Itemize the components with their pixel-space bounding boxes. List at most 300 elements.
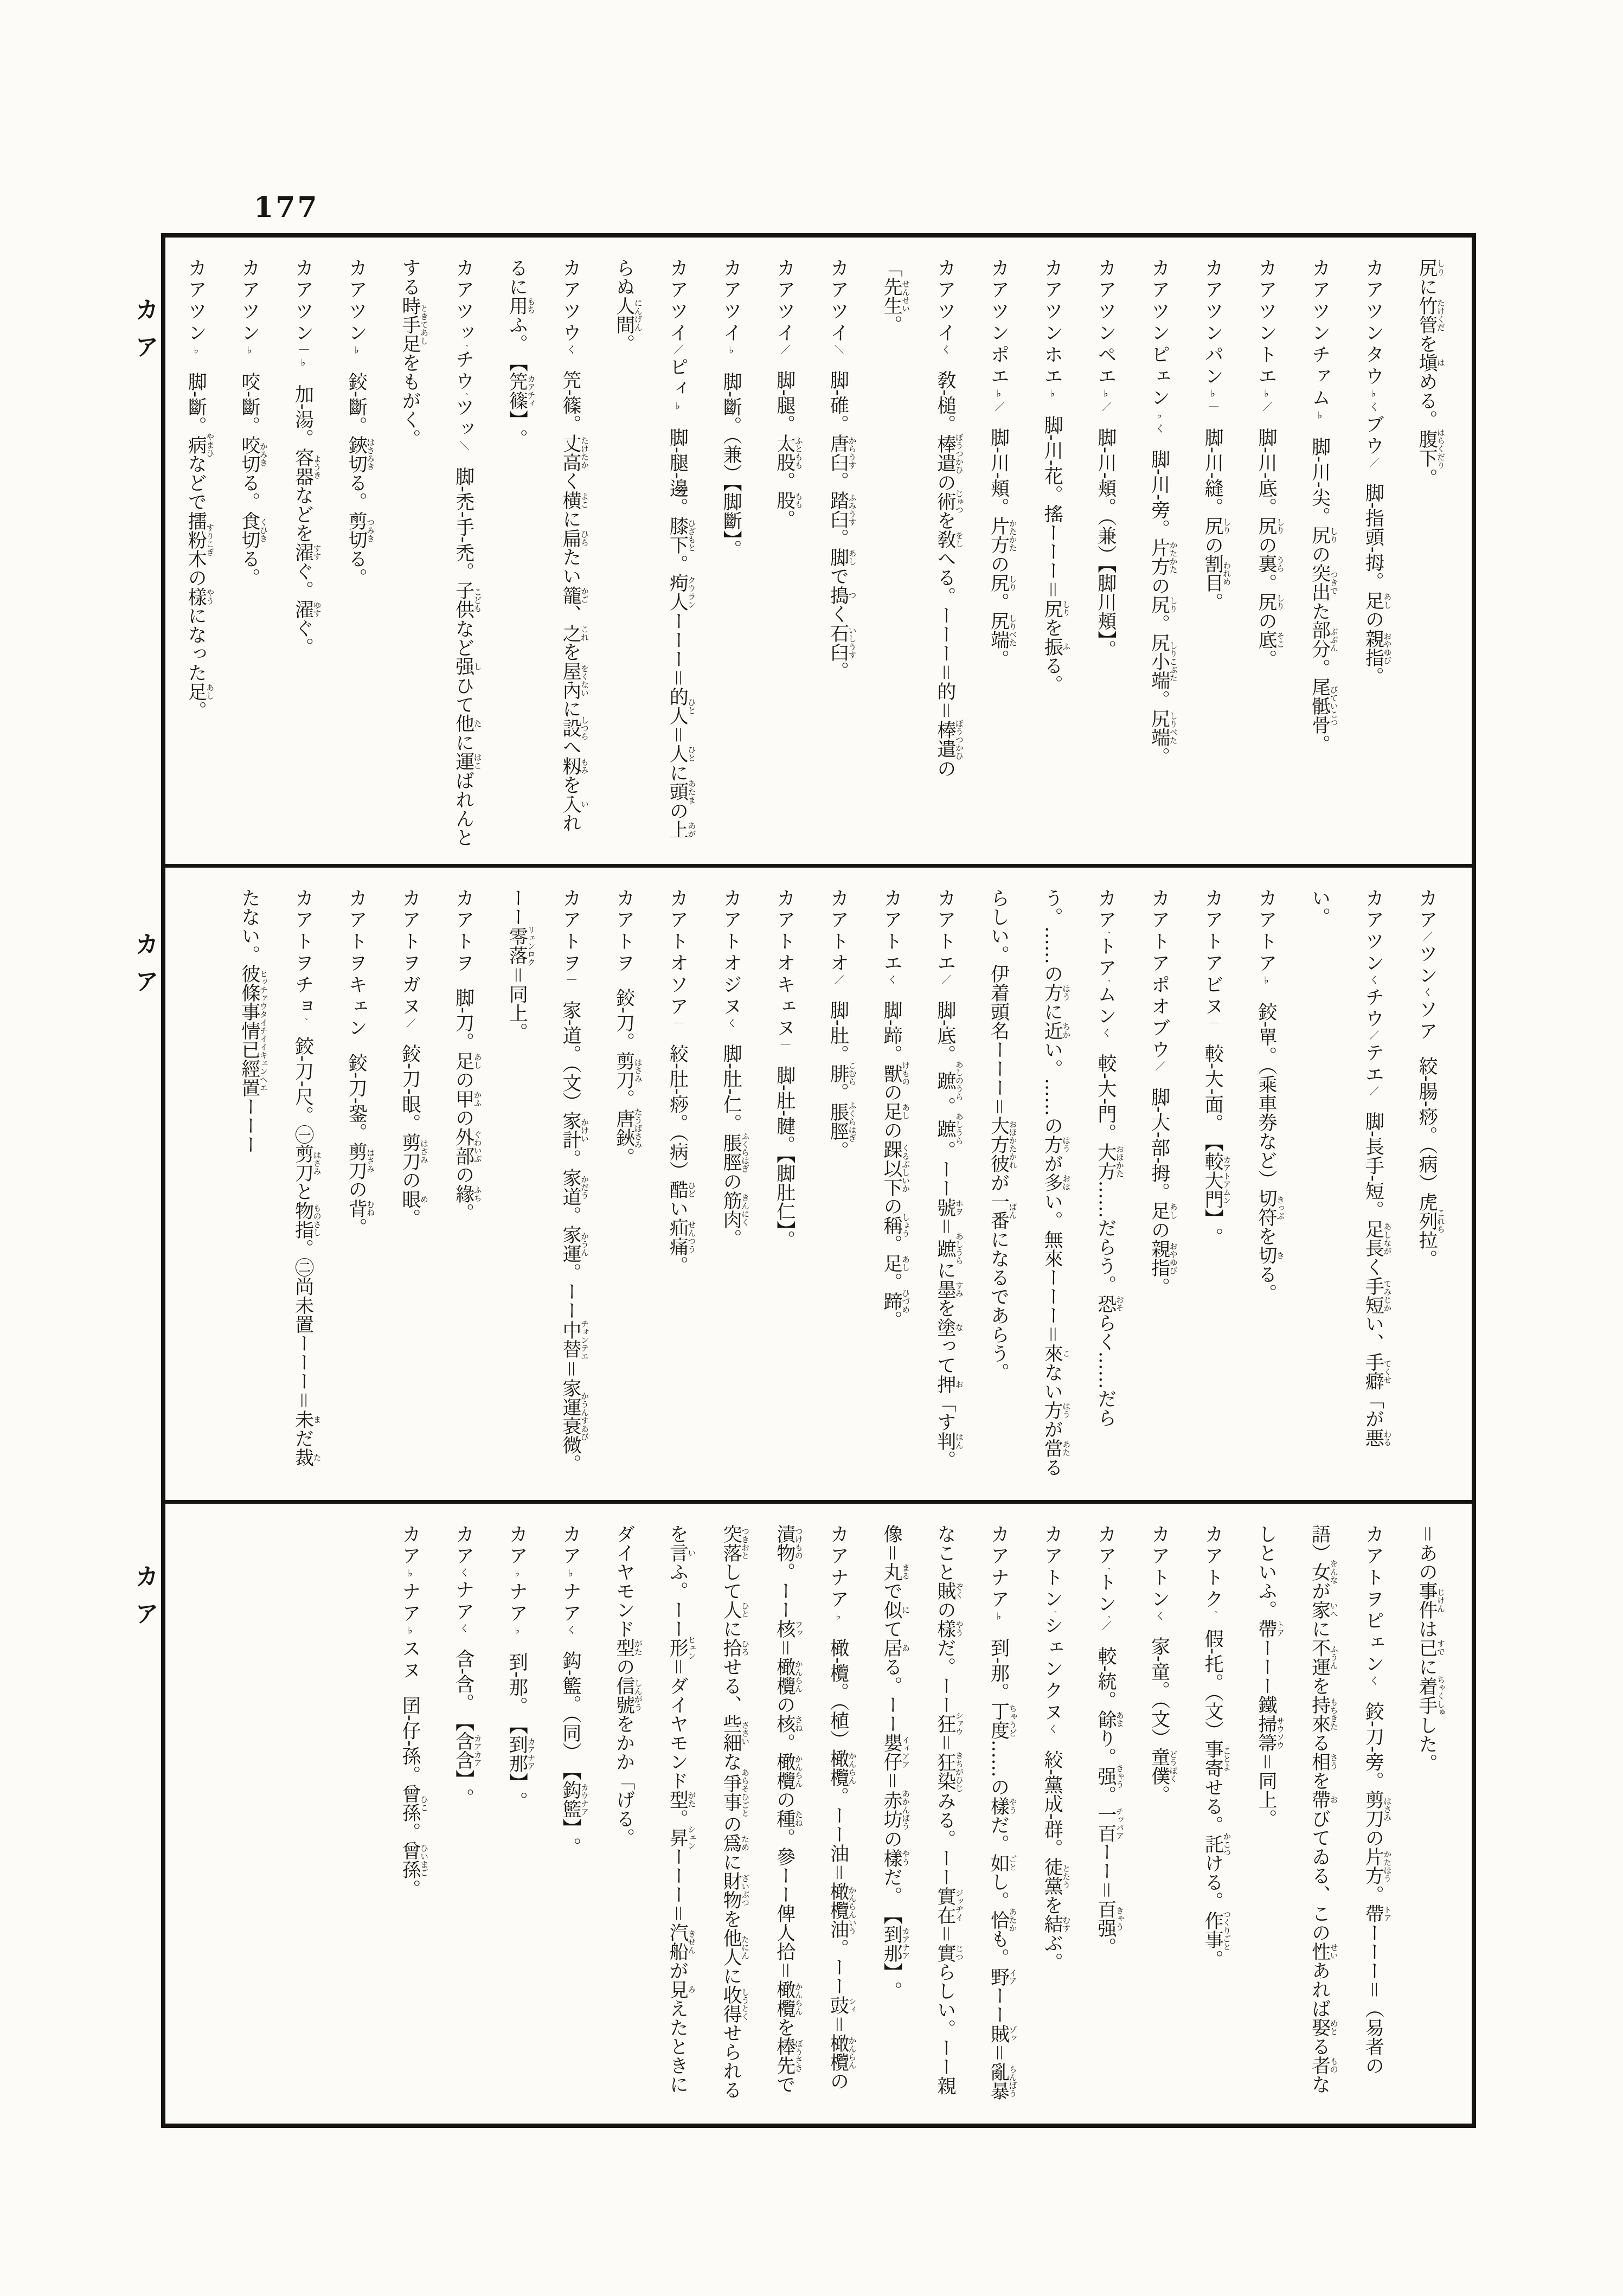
furigana-annotated-text: 型がた [613,1638,643,1657]
tone-mark: ♭ [1260,974,1272,989]
furigana-annotated-text: 野イア [987,1967,1018,1986]
tone-mark: ♭ [190,344,202,359]
tone-mark: く [1100,1028,1112,1041]
tone-mark: ／ [1368,458,1380,470]
tone-mark: ／ [1153,1061,1165,1074]
furigana-annotated-text: 帶トア [1255,1619,1285,1638]
furigana-annotated-text: 腹下はらくだり [1416,428,1446,469]
entry-definition: 脚-肚-腱。【脚肚仁】。 [773,1065,796,1249]
entry-headword-kana: カア♭ナアく [560,1524,581,1638]
entry-headword-kana: カアツンペエ♭／ [1094,258,1117,415]
furigana-annotated-text: 屋內をくない [560,661,589,700]
furigana-annotated-text: 尻しり [987,573,1018,593]
entry-definition: 脚-肚。腓こむら。脹脛ふくらはぎ。 [827,1001,857,1160]
furigana-annotated-text: 尻しり [1416,258,1446,277]
tone-mark: ′ [458,393,470,398]
tone-mark: ♭ [726,344,737,359]
tone-mark: ♭ [404,1567,416,1582]
furigana-annotated-text: 蹄ひづめ [881,1288,911,1313]
dictionary-entry [1025,1524,1079,2107]
entry-definition: 尻しりに竹管たけくだを塡はめる。腹下はらくだり。 [1416,258,1446,488]
furigana-annotated-text: 相さう [1308,1752,1339,1771]
entry-definition: 鉸-刀-旁。剪刀はさみの片方かたほう。帶トアーーー＝（易者の語）女をんなが家いへに不運ふうんを持來もちきたる相さうを帶おびてゐる、この性せいあれば娶めとる者ものなしといふ。帶トアーーー鐵掃箒サウソウ＝同上。 [1255,1524,1393,2094]
furigana-annotated-text: 甲かふ [452,1089,483,1108]
furigana-annotated-text: 踏臼ふみうす [827,490,857,529]
dictionary-entry [543,1524,597,2107]
furigana-annotated-text: 片方かたほう [1362,1847,1393,1885]
tone-mark: ′ [297,1018,309,1023]
furigana-annotated-text: 童僕どうぼく [1148,1747,1178,1786]
dictionary-entry [864,1524,1025,2107]
dictionary-entry [1400,258,1453,848]
tone-mark: ／ [1100,402,1112,415]
furigana-annotated-text: 横よこ [560,490,589,510]
tone-mark: ♭ [1100,388,1112,402]
furigana-annotated-text: 時手足ときてあし [399,296,429,353]
tone-mark: ｜ [565,974,576,987]
tone-mark: ／ [779,344,791,357]
furigana-annotated-text: 收得しうとく [720,1985,750,2023]
furigana-annotated-text: 實在ジッヂイ [934,1886,964,1925]
tone-mark: ♭ [672,400,684,415]
furigana-annotated-text: 足あし [881,1101,911,1121]
dictionary-entry [490,258,597,848]
entry-definition: 脚-川-底。尻しりの裏うら。尻しりの底そこ。 [1255,427,1285,669]
furigana-annotated-text: 形ヒェン [666,1636,697,1660]
entry-headword-kana: カアツウく [560,258,581,357]
entry-definition: 鉸-刀-尺。㊀剪刀はさみと物指ものさし。㊁尚未置ーーー＝未まだ裁たたない。彼條事情已經置ヒッチァウタイチイイキェンヘエーーー [238,888,322,1467]
entry-headword-kana: カアツイ／ [773,258,796,357]
entry-headword-kana: カアトヲチョ′ [292,888,314,1023]
entry-definition: 假-托。（文）事寄ことよせる。託かこつける。作事つくりごと。 [1202,1629,1232,1969]
tone-mark: ／ [939,974,951,987]
tone-mark: ♭ [1314,409,1326,424]
dictionary-entry [276,258,330,848]
tone-mark: ＼ [458,441,470,454]
entry-definition: 鉸-斷。鋏切はさみきる。剪切つみきる。 [345,372,376,587]
furigana-annotated-text: 號ホヲ [934,1197,964,1217]
furigana-annotated-text: 【笐篠】カアチィ [506,353,536,429]
furigana-annotated-text: 棒遣ぼうつかひ [934,433,964,474]
furigana-annotated-text: 裁た [292,1447,322,1467]
furigana-annotated-text: 漬物つけもの [773,1524,804,1562]
furigana-annotated-text: 橄欖かんらん [827,2034,857,2072]
tone-mark: ′ [1100,1615,1112,1621]
entry-definition: 脚-川-頬。（兼）【脚川頬】。 [1094,427,1117,659]
furigana-annotated-text: 他た [452,714,483,733]
entry-headword-kana: カアトオジヌく [720,888,742,1031]
furigana-annotated-text: 尾骶骨びていこつ [1308,677,1339,735]
tone-mark: く [565,344,576,357]
tone-mark: ′ [1100,931,1112,937]
furigana-annotated-text: 片方かたかた [987,516,1018,555]
furigana-annotated-text: 橄欖油かんらんいう [827,1882,857,1939]
furigana-annotated-text: 太股ふともも [773,433,804,472]
furigana-annotated-text: 剪切つみき [345,511,376,549]
furigana-annotated-text: 眼め [399,1189,429,1209]
furigana-annotated-text: 竹管たけくだ [1416,296,1446,334]
dictionary-entry [651,888,704,1484]
furigana-annotated-text: 豉シィ [827,1996,857,2015]
furigana-annotated-text: 親指おやゆび [1148,1239,1178,1278]
entry-definition: 脚-長手-短。足長あしながく手短てみじかい、手癖てくせ「が悪わるい。 [1308,888,1393,1448]
furigana-annotated-text: 型がた [666,1790,697,1810]
entry-headword-kana: カアナア♭ [827,1524,849,1625]
dictionary-entry [597,1524,864,2107]
dictionary-entry [1132,258,1186,848]
page-number: 177 [254,191,319,224]
furigana-annotated-text: 足あし [452,1051,483,1070]
furigana-annotated-text: 尻端しりべた [1148,709,1178,747]
furigana-annotated-text: 搗つ [827,585,857,605]
furigana-annotated-text: 的人ひと [666,687,697,726]
furigana-annotated-text: 足あし [881,1253,911,1273]
furigana-annotated-text: 家運かうん [560,1225,589,1264]
furigana-annotated-text: 剪刀はさみ [292,1144,322,1182]
margin-guide-word-band-1: カア [131,297,158,371]
furigana-annotated-text: 家計かけい [560,1111,589,1150]
entry-headword-kana: カアトヲピェンく [1362,1524,1384,1689]
furigana-annotated-text: 片方かたかた [1148,538,1178,576]
tone-mark: ＼ [832,344,844,357]
furigana-annotated-text: 親指おやゆび [1362,629,1393,668]
furigana-annotated-text: 如ごと [987,1853,1018,1872]
tone-mark: ♭ [297,357,309,371]
furigana-annotated-text: 【到那】カアナア [881,1905,911,1981]
furigana-annotated-text: 敎をし [934,530,964,549]
entry-definition: 鈎-籃。（同）【鈎籃】カウナア。 [560,1650,589,1857]
furigana-annotated-text: 狂染きちがひじ [934,1751,964,1792]
entry-headword-kana: カアツイく [934,258,956,357]
furigana-annotated-text: 獸けもの [881,1061,911,1086]
dictionary-entry [1025,258,1079,848]
furigana-annotated-text: 徒黨とたう [1041,1857,1072,1896]
entry-headword-kana: カア′トア′ムンく [1094,888,1117,1041]
tone-mark: ♭ [1153,409,1165,424]
furigana-annotated-text: 之これ [560,623,589,643]
furigana-annotated-text: 物指ものさし [292,1201,322,1239]
tone-mark: ′ [1100,979,1112,985]
furigana-annotated-text: 手短てみじか [1362,1277,1393,1315]
tone-mark: ｜ [1207,1018,1219,1031]
entry-definition: 較-大-面。【較大門】カアトアムン。 [1202,1043,1232,1247]
tone-mark: ｜ [672,1018,684,1031]
furigana-annotated-text: 上あが [666,820,697,839]
entry-definition: 家-道。（文）家計かけい。家道かだう。家運かうん。ーー中替チォンテエ＝家運衰微かうんすゐび。ーー零落リェンロク＝同上。 [506,888,589,1473]
tone-mark: く [1153,1611,1165,1624]
furigana-annotated-text: 昇シェン [666,1825,697,1850]
tone-mark: ′ [1207,1611,1219,1616]
entry-headword-kana: カアトヲガヌ／ [399,888,421,1031]
dictionary-entry [383,888,437,1484]
entry-definition: 絞-肚-痧。（病）酷ひどい疝痛せんつう。 [666,1043,697,1275]
tone-mark: ♭ [1047,388,1059,402]
tone-mark: ♭ [993,1611,1005,1625]
furigana-annotated-text: 設しつら [560,715,589,740]
entry-headword-kana: カア♭ナア♭スヌ [399,1524,421,1683]
furigana-annotated-text: 大方おほかた [1094,1142,1125,1181]
entry-headword-kana: カアトエ／ [934,888,956,987]
tone-mark: ′ [1100,1567,1112,1573]
dictionary-entry [1186,258,1240,848]
furigana-annotated-text: 突落つきおと [720,1524,750,1562]
furigana-annotated-text: 持來もちきた [1308,1695,1339,1733]
furigana-annotated-text: 事寄ことよ [1202,1740,1232,1778]
furigana-annotated-text: 塗な [934,1317,964,1337]
furigana-annotated-text: 橄欖かんらん [773,1980,804,2018]
furigana-annotated-text: 墨すみ [934,1279,964,1299]
furigana-annotated-text: 唐鋏たうばさみ [613,1107,643,1149]
furigana-annotated-text: 蹠あしのうら [934,1060,964,1101]
tone-mark: く [1421,987,1433,1000]
furigana-annotated-text: 剪刀はさみ [399,1132,429,1171]
entry-definition: 到-那。丁度ちゃうど……の樣やうだ。如ごとし。恰あたかも。野イアーー賊ゾッ＝亂暴らんばうなこと賊ぞくの樣やうだ。ーー狂シァウ＝狂染きちがひじみる。ーー實在ジッヂイ＝實じつらしい。ーー親像＝丸まるで似にて居ゐる。ーー嬰仔イィアア＝赤坊あかんばうの樣やうだ。【到那】カアナア。 [881,1524,1018,2100]
furigana-annotated-text: 蹠あしうら [934,1232,964,1265]
entry-definition: 較-統。餘あまり。强きゃう。一百チッパアーー＝百强きゃう。 [1094,1646,1125,1957]
furigana-annotated-text: 棒先ぼうさき [773,2037,804,2075]
dictionary-entry [704,888,758,1484]
furigana-annotated-text: 塡は [1416,353,1446,372]
furigana-annotated-text: 恰あたか [987,1907,1018,1932]
furigana-annotated-text: 近ちか [1041,1021,1072,1040]
furigana-annotated-text: 稱しょう [881,1213,911,1237]
furigana-annotated-text: 咬切かみき [238,435,268,473]
dictionary-entry [490,888,597,1484]
furigana-annotated-text: 濯ゆす [292,599,322,619]
entry-definition: 鉸-單。（乘車券など）切符きっぷを切きる。 [1255,1002,1285,1303]
entry-definition: ＝あの事件じけんは已すでに着手ちゃくしゅした。 [1416,1524,1446,1773]
furigana-annotated-text: 亂暴らんばう [987,2062,1018,2100]
furigana-annotated-text: 家道かだう [560,1168,589,1207]
furigana-annotated-text: 帶トア [1362,1904,1393,1923]
entry-definition: 脚-川-旁。片方かたかたの尻しり。尻小端しりこぶた。尻端しりべた。 [1148,449,1178,766]
furigana-annotated-text: 棒遣ぼうつかひ [934,719,964,760]
entry-headword-kana: カア／ツンくソア [1416,888,1438,1043]
furigana-annotated-text: 種たね [773,1809,804,1829]
furigana-annotated-text: 病やまひ [185,432,215,457]
furigana-annotated-text: 樣やう [987,1796,1018,1816]
furigana-annotated-text: 剪刀はさみ [613,1051,643,1089]
furigana-annotated-text: 足長あしなが [1362,1220,1393,1258]
dictionary-entry [330,258,383,848]
furigana-annotated-text: 爭事あらそひごと [720,1768,750,1817]
entry-definition: 脚-川-頬。片方かたかたの尻しり。尻端しりべた。 [987,427,1018,669]
furigana-annotated-text: 言い [666,1543,697,1562]
furigana-annotated-text: 鋏切はさみき [345,435,376,473]
dictionary-entry [1400,1524,1453,2107]
furigana-annotated-text: 爲ため [720,1833,750,1852]
furigana-annotated-text: 橄欖かんらん [827,1749,857,1787]
entry-definition: 脚-斷。（兼）【脚斷】。 [720,372,742,559]
furigana-annotated-text: 居ゐ [881,1638,911,1658]
entry-definition: 脚-肚-仁。脹脛ふくらはぎの筋肉きんにく。 [720,1043,750,1248]
furigana-annotated-text: 外部ぐわいぶ [452,1127,483,1165]
tone-mark: ′ [1047,1611,1059,1616]
furigana-annotated-text: 籾もみ [560,756,589,775]
furigana-annotated-text: 託かこつ [1202,1832,1232,1857]
furigana-annotated-text: 作事つくりごと [1202,1910,1232,1951]
furigana-annotated-text: 尻しり [1202,516,1232,536]
furigana-annotated-text: 核さね [773,1714,804,1734]
entry-definition: 囝-仔-孫。曾孫ひこ。曾孫ひいまご。 [399,1695,429,1899]
dictionary-entry [383,258,490,848]
furigana-annotated-text: 信號しんがう [613,1676,643,1714]
furigana-annotated-text: 術じゅつ [934,489,964,514]
furigana-annotated-text: 賊ぞく [934,1581,964,1600]
tone-mark: く [1368,1676,1380,1689]
dictionary-entry [1132,888,1186,1484]
dictionary-entry [1079,258,1132,848]
entry-definition: 笐-篠。丈高たけたかく横よこに扁ひらたい籠かご、之これを屋內をくないに設しつらへ籾もみを入いれるに用もちふ。【笐篠】カアチィ。 [506,258,589,832]
margin-guide-word-band-3: カア [131,1564,158,1638]
furigana-annotated-text: 足あし [1362,591,1393,611]
dictionary-entry [1132,1524,1186,2107]
furigana-annotated-text: 【鈎籃】カウナア [560,1761,589,1838]
furigana-annotated-text: 振ふ [1041,637,1072,656]
entry-headword-kana: カアトオキェヌ｜ [773,888,796,1053]
entry-headword-kana: カアトヲキェン [345,888,368,1040]
furigana-annotated-text: 【到那】カアナア [506,1715,536,1792]
furigana-annotated-text: 疝痛せんつう [666,1218,697,1256]
furigana-annotated-text: 子供こども [452,581,483,619]
entry-definition: 脚-蹄。獸けものの足あしの踝以下くるぶしいかの稱しょう。足あし。蹄ひづめ。 [881,1001,911,1330]
entry-headword-kana: カアツイ／ピィ♭ [666,258,689,415]
tone-mark: ♭ [565,1567,576,1582]
entry-definition: 脚-腿-邊。膝下ひざもと。痀人クウランーーー＝的人ひと＝人ひとに頭あたまの上あがらぬ人間にんげん。 [613,258,697,839]
entry-definition: 脚-川-縫。尻しりの割目われめ。 [1202,427,1232,612]
content-frame [161,233,1476,2128]
tone-mark: ｜ [779,1040,791,1053]
furigana-annotated-text: 割目われめ [1202,554,1232,593]
furigana-annotated-text: 曾孫ひいまご [399,1841,429,1880]
furigana-annotated-text: 强し [452,657,483,676]
entry-definition: 脚-碓。唐臼からうす。踏臼ふみうす。脚あしで搗つく石臼いしうす。 [827,370,857,681]
furigana-annotated-text: 方はう [1041,983,1072,1002]
dictionary-entry [1186,1524,1240,2107]
dictionary-entry [864,888,918,1484]
furigana-annotated-text: 强きゃう [1094,1763,1125,1788]
furigana-annotated-text: 方はう [1041,1401,1072,1420]
entry-headword-kana: カアトエく [881,888,903,987]
dictionary-entry [811,888,865,1484]
tone-mark: く [886,974,898,987]
tone-mark: ／ [1368,1086,1380,1099]
furigana-annotated-text: 尻しり [1255,516,1285,536]
furigana-annotated-text: 底そこ [1255,630,1285,650]
furigana-annotated-text: 核フッ [773,1619,804,1638]
furigana-annotated-text: 膝下ひざもと [666,516,697,555]
entry-definition: 脚-禿-手-禿。子供こどもなど强しひて他たに運はこばれんとする時手足ときてあしをもがく。 [399,258,483,847]
entry-definition: 鉸-刀-眼。剪刀はさみの眼め。 [399,1043,429,1228]
furigana-annotated-text: 足あし [185,682,215,701]
entry-headword-kana: カアトンく [1148,1524,1170,1624]
entry-headword-kana: カア′トン′／ [1094,1524,1117,1633]
entry-headword-kana: カアトアビヌ｜ [1202,888,1224,1031]
furigana-annotated-text: 尻しり [1255,592,1285,612]
furigana-annotated-text: 丈高たけたか [560,433,589,472]
tone-mark: く [726,1018,737,1031]
furigana-annotated-text: 尻小端しりこぶた [1148,633,1178,690]
dictionary-entry [1239,258,1293,848]
furigana-annotated-text: 百强きゃう [1094,1899,1125,1938]
furigana-annotated-text: 者もの [1308,2056,1339,2075]
entry-definition: 脚-川-花。搖ーーー＝尻しりを振ふる。 [1041,415,1072,694]
tone-mark: ／ [672,344,684,357]
furigana-annotated-text: 用もち [506,296,536,315]
furigana-annotated-text: 中替チォンテエ [560,1319,589,1361]
entry-headword-kana: カアツンホエ♭ [1041,258,1063,402]
furigana-annotated-text: 結むす [1041,1914,1072,1934]
furigana-annotated-text: 他人たにん [720,1928,750,1966]
dictionary-entry [437,888,490,1484]
tone-mark: ♭ [351,344,363,359]
entry-definition: 到-那。【到那】カアナア。 [506,1652,536,1811]
dictionary-entry [704,258,758,848]
entry-definition: 脚-指頭-拇。足あしの親指おやゆび。 [1362,483,1393,687]
entry-headword-kana: カアツンくチウ／テエ／ [1362,888,1384,1099]
entry-headword-kana: カアツッ′チウ′ツッ＼ [452,258,474,454]
entry-headword-kana: カアナア♭ [987,1524,1010,1625]
entry-definition: 敎-槌。棒遣ぼうつかひの術じゅつを敎をしへる。ーーー＝的＝棒遣ぼうつかひの「先生せんせい。 [881,258,964,778]
dictionary-band-1 [165,238,1472,864]
entry-definition: 脚-底。蹠あしのうら。蹠あしうら。ーー號ホヲ＝蹠あしうらに墨すみを塗なって押お「す判はん。 [934,1001,964,1470]
furigana-annotated-text: 股もも [773,490,804,510]
entry-headword-kana: カアツン♭ [345,258,368,359]
tone-mark: ｜ [1207,402,1219,415]
furigana-annotated-text: 未ま [292,1409,322,1429]
entry-definition: 加-湯。容器ようきなどを濯すすぐ。濯ゆすぐ。 [292,384,322,657]
furigana-annotated-text: 人間にんげん [613,296,643,334]
furigana-annotated-text: 零落リェンロク [506,925,536,966]
entry-definition: 咬-斷。咬切かみきる。食切くひきる。 [238,372,268,587]
tone-mark: ｜ [297,344,309,357]
tone-mark: ♭ [832,1611,844,1625]
furigana-annotated-text: 脹脛ふくらはぎ [827,1101,857,1142]
entry-definition: 橄-欖。（植）橄欖かんらん。ーー油＝橄欖油かんらんいう。ーー豉シィ＝橄欖かんらんの漬物つけもの。ーー核フッ＝橄欖かんらんの核さね。橄欖かんらんの種たね。參ーー俾人拾＝橄欖かんらんを棒先ぼうさきで突落つきおとして人ひとに拾ひろせる、些細ささいな爭事あらそひごとの爲ために財物ざいぶつを他人たにんに收得しうとくせられるを言いふ。ーー形ヒェン＝ダイヤモンド型がた。昇シェンーーー＝汽船きせんが見みえたときにダイヤモンド型がたの信號しんがうをかか「げる。 [613,1524,857,2099]
furigana-annotated-text: 裏うら [1255,554,1285,574]
furigana-annotated-text: 丁度ちゃうど [987,1701,1018,1740]
furigana-annotated-text: 踝以下くるぶしいか [881,1139,911,1197]
furigana-annotated-text: 剪刀はさみ [345,1141,376,1180]
entry-headword-kana: カアツントエ♭／ [1255,258,1277,415]
tone-mark: ／ [993,402,1005,415]
dictionary-entry [1239,888,1293,1484]
tone-mark: ／ [1260,402,1272,415]
furigana-annotated-text: 已すで [1416,1638,1446,1658]
entry-headword-kana: カア♭ナア♭ [506,1524,528,1639]
tone-mark: ♭ [993,388,1005,402]
furigana-annotated-text: 尻端しりべた [987,611,1018,650]
furigana-annotated-text: 入い [560,794,589,813]
entry-headword-kana: カアツン♭ [185,258,207,359]
furigana-annotated-text: 方はう [1041,1135,1072,1154]
tone-mark: く [1047,1724,1059,1737]
tone-mark: ♭ [511,1567,523,1582]
furigana-annotated-text: 蹠あしうら [934,1112,964,1145]
furigana-annotated-text: 着手ちゃくしゅ [1416,1675,1446,1716]
furigana-annotated-text: 扁ひら [560,528,589,548]
furigana-annotated-text: 家いへ [1308,1600,1339,1619]
entry-headword-kana: カアトク′ [1202,1524,1224,1616]
furigana-annotated-text: 頭あたま [666,779,697,804]
furigana-annotated-text: 背むね [345,1198,376,1218]
dictionary-entry [222,888,329,1484]
entry-headword-kana: カアツン｜♭ [292,258,314,371]
dictionary-entry [437,1524,490,2107]
dictionary-entry [758,258,811,848]
furigana-annotated-text: 彼條事情已經置ヒッチァウタイチイイキェンヘエ [238,964,268,1097]
tone-mark: ♭ [1260,388,1272,402]
